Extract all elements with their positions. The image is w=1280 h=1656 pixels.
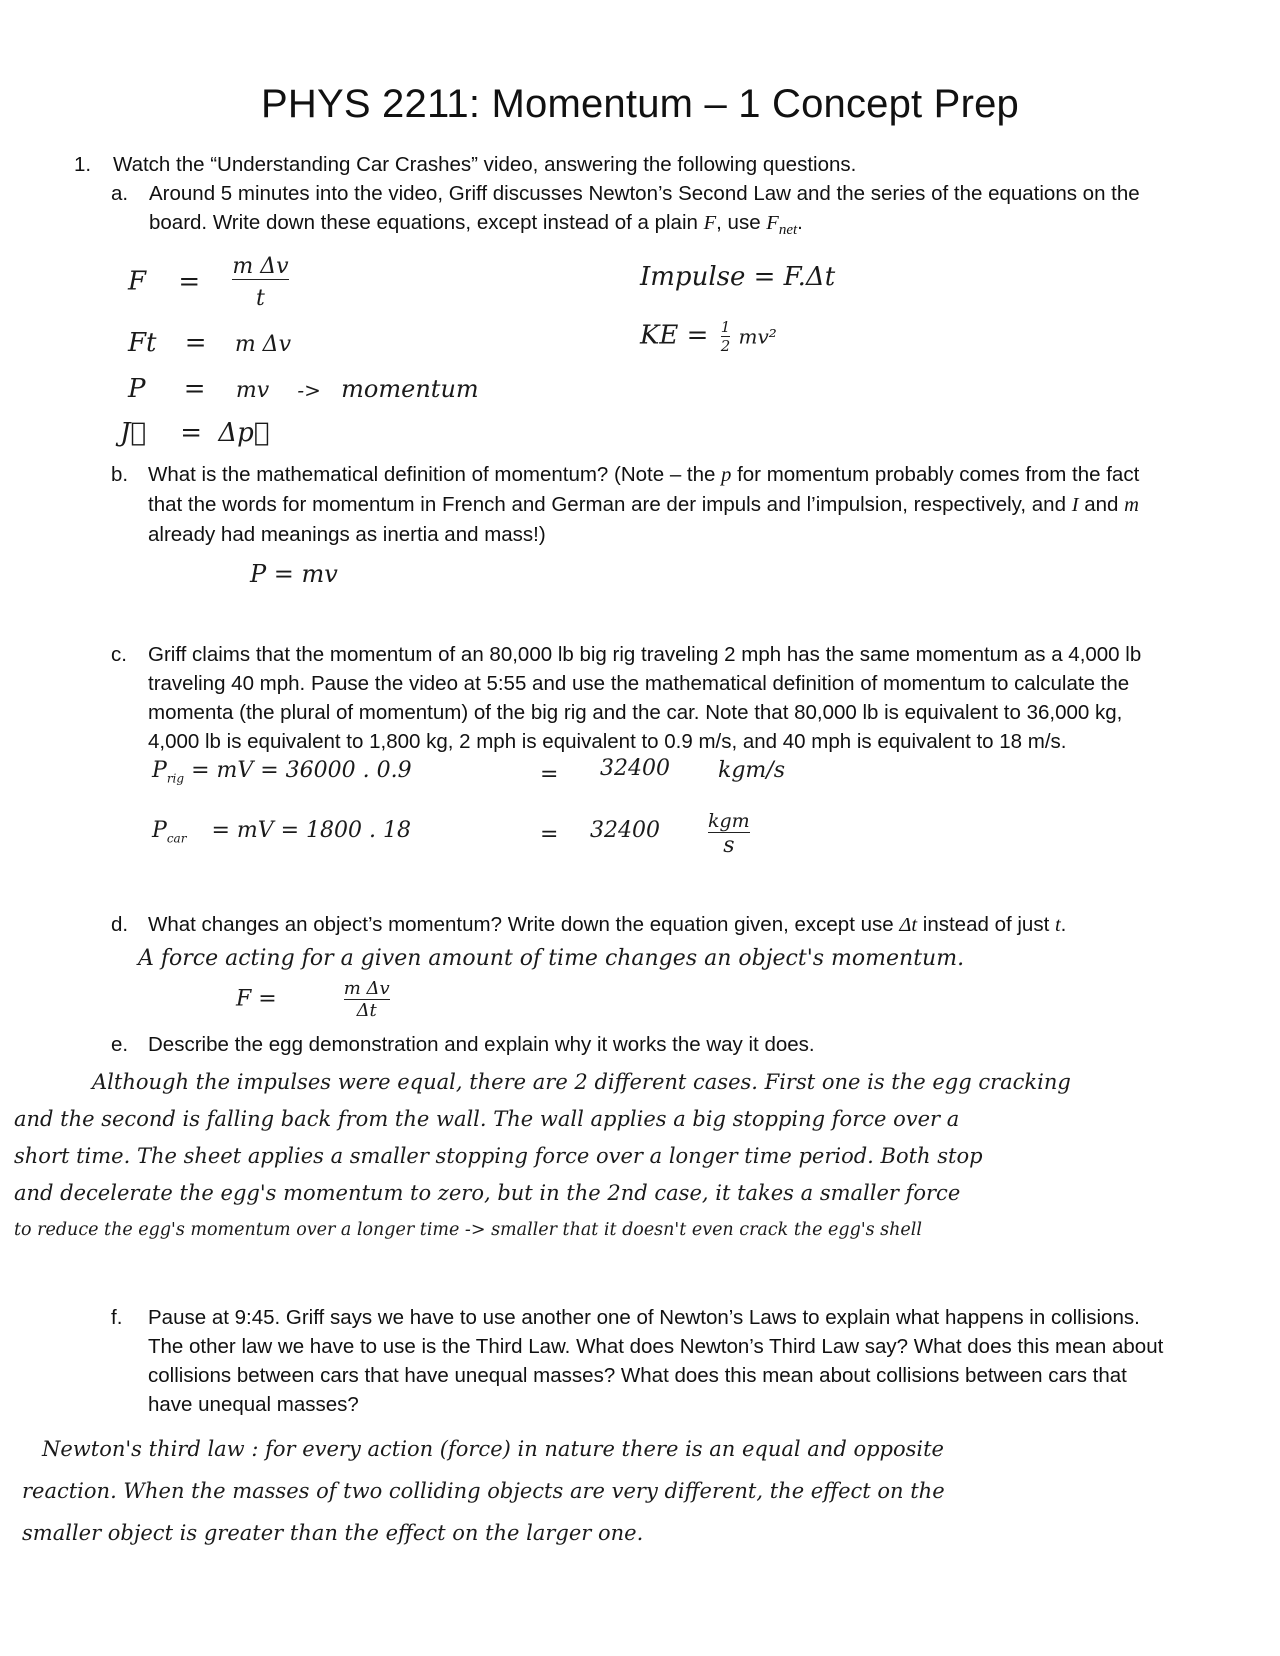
part-a-line2-text: board. Write down these equations, except instead of a plain (149, 211, 704, 234)
eq3-note: momentum (341, 375, 479, 403)
part-b-line2-text: that the words for momentum in French and German are der impuls and l’impulsion, respectively, and (148, 493, 1072, 516)
part-a-line2-mid: , use (716, 211, 767, 234)
answer-c-car-equals: = (540, 822, 559, 847)
eq2-rhs: m Δv (234, 332, 291, 357)
answer-f (22, 1428, 945, 1554)
eq6-fraction (721, 318, 731, 355)
part-c-prompt (148, 640, 1258, 756)
answer-f-line1: Newton's third law : for every action (force) in nature there is an equal and opposite (42, 1437, 944, 1461)
car-unit-numerator: kgm (708, 810, 750, 832)
symbol-p: p (721, 464, 732, 486)
answer-e-line5: to reduce the egg's momentum over a longer time -> smaller that it doesn't even crack the egg's shell (14, 1220, 922, 1240)
answer-a-eq6 (640, 318, 777, 355)
part-c-line2: traveling 40 mph. Pause the video at 5:55 and use the mathematical definition of momentum to calculate the (148, 672, 1130, 695)
answer-b: P = mv (250, 560, 338, 588)
answer-f-line3: smaller object is greater than the effect on the larger one. (22, 1521, 644, 1545)
eq1-denominator: t (232, 279, 288, 311)
part-a-line2-end: . (797, 211, 803, 234)
part-a-prompt (149, 179, 1249, 245)
answer-d-numerator: m Δv (343, 978, 390, 999)
answer-a-eq1 (128, 254, 289, 311)
answer-e (14, 1064, 1071, 1249)
answer-e-line4: and decelerate the egg's momentum to zero, but in the 2nd case, it takes a smaller force (14, 1181, 961, 1205)
answer-e-line3: short time. The sheet applies a smaller stopping force over a longer time period. Both stop (14, 1144, 983, 1168)
rig-calc: = mV = 36000 . 0.9 (191, 758, 412, 783)
car-unit-denominator: s (708, 832, 750, 858)
eq6-numerator: 1 (720, 318, 731, 336)
part-a-label: a. (111, 182, 129, 205)
part-c-line1: Griff claims that the momentum of an 80,000 lb big rig traveling 2 mph has the same momentum as a 4,000 lb (148, 643, 1142, 666)
part-b-line1-text: What is the mathematical definition of momentum? (Note – the (148, 463, 722, 486)
eq1-equals: = (178, 266, 201, 297)
part-b-line3: already had meanings as inertia and mass!) (148, 523, 546, 546)
eq1-numerator: m Δv (232, 254, 289, 279)
answer-e-line1: Although the impulses were equal, there are 2 different cases. First one is the egg cracking (92, 1070, 1071, 1094)
symbol-t: t (1054, 914, 1061, 936)
part-e-label: e. (111, 1033, 129, 1056)
eq1-fraction (232, 254, 288, 311)
answer-c-car (152, 818, 411, 845)
answer-a-eq5: Impulse = F.Δt (640, 262, 836, 292)
part-f-line3: collisions between cars that have unequal masses? What does this mean about collisions between cars that (148, 1364, 1127, 1387)
eq4-lhs: J⃗ (120, 418, 147, 448)
symbol-Fnet-subscript: net (778, 222, 798, 239)
part-f-line4: have unequal masses? (148, 1393, 359, 1416)
part-c-line4: 4,000 lb is equivalent to 1,800 kg, 2 mph is equivalent to 0.9 m/s, and 40 mph is equivalent to 18 m/s. (148, 730, 1067, 753)
eq2-equals: = (184, 328, 207, 358)
part-f-line1: Pause at 9:45. Griff says we have to use another one of Newton’s Laws to explain what happens in collisions. (148, 1306, 1140, 1329)
eq3-lhs: P (128, 374, 146, 404)
eq3-arrow: -> (297, 378, 321, 402)
answer-a-eq2 (128, 328, 291, 358)
page-title: PHYS 2211: Momentum – 1 Concept Prep (261, 82, 1019, 126)
rig-P: P (152, 758, 167, 783)
part-e-prompt: Describe the egg demonstration and explain why it works the way it does. (148, 1033, 815, 1056)
part-c-label: c. (111, 643, 127, 666)
part-d-prompt (148, 910, 1258, 940)
symbol-F: F (703, 212, 717, 234)
part-b-line2-and: and (1078, 493, 1125, 516)
car-unit-fraction (708, 810, 750, 858)
symbol-I: I (1071, 494, 1079, 516)
rig-subscript: rig (166, 771, 185, 786)
part-b-label: b. (111, 463, 129, 486)
eq4-rhs: Δp⃗ (218, 418, 270, 448)
eq6-denominator: 2 (720, 337, 731, 355)
answer-f-line2: reaction. When the masses of two colliding objects are very different, the effect on the (22, 1479, 945, 1503)
eq6-rhs: mv² (738, 324, 777, 349)
symbol-delta-t: Δt (899, 914, 918, 936)
symbol-Fnet: F (766, 212, 779, 234)
part-f-prompt (148, 1303, 1258, 1419)
eq3-rhs: mv (235, 378, 270, 403)
eq6-lhs: KE = (640, 320, 709, 351)
eq3-equals: = (183, 374, 206, 404)
part-d-label: d. (111, 913, 129, 936)
answer-c-car-unit (708, 810, 750, 858)
answer-d-denominator: Δt (344, 999, 390, 1021)
car-P: P (152, 818, 167, 843)
answer-c-rig (152, 758, 412, 785)
eq4-equals: = (180, 418, 203, 448)
part-a-line1: Around 5 minutes into the video, Griff discusses Newton’s Second Law and the series of the equations on the (149, 182, 1140, 205)
answer-d-line: A force acting for a given amount of time changes an object's momentum. (138, 946, 965, 971)
eq2-lhs: Ft (128, 328, 157, 358)
part-d-end: . (1060, 913, 1067, 936)
answer-c-rig-unit: kgm/s (718, 758, 785, 783)
answer-c-car-result: 32400 (590, 818, 660, 843)
part-f-line2: The other law we have to use is the Third Law. What does Newton’s Third Law say? What does this mean about (148, 1335, 1164, 1358)
car-calc: = mV = 1800 . 18 (211, 818, 411, 843)
answer-a-eq4 (120, 418, 269, 448)
part-b-prompt (148, 460, 1258, 549)
part-a-line2 (149, 208, 1249, 245)
part-b-line1-end: for momentum probably comes from the fact (731, 463, 1140, 486)
eq1-lhs: F (128, 266, 147, 297)
part-b-line2 (148, 490, 1258, 520)
answer-c-rig-result: 32400 (600, 756, 670, 781)
part-c-line3: momenta (the plural of momentum) of the big rig and the car. Note that 80,000 lb is equivalent to 36,000 kg, (148, 701, 1123, 724)
question-text: Watch the “Understanding Car Crashes” video, answering the following questions. (113, 153, 857, 176)
answer-e-line2: and the second is falling back from the wall. The wall applies a big stopping force over a (14, 1107, 960, 1131)
answer-d-equation (236, 978, 390, 1021)
part-b-line1 (148, 460, 1258, 490)
part-f-label: f. (111, 1306, 123, 1329)
part-d-mid: instead of just (917, 913, 1055, 936)
question-number: 1. (74, 153, 92, 176)
car-subscript: car (166, 831, 187, 846)
answer-a-eq3 (128, 374, 479, 404)
answer-c-rig-equals: = (540, 762, 559, 787)
part-d-text: What changes an object’s momentum? Write down the equation given, except use (148, 913, 900, 936)
answer-d-lhs: F = (236, 986, 277, 1012)
answer-d-fraction (344, 978, 390, 1021)
symbol-m: m (1124, 494, 1139, 516)
